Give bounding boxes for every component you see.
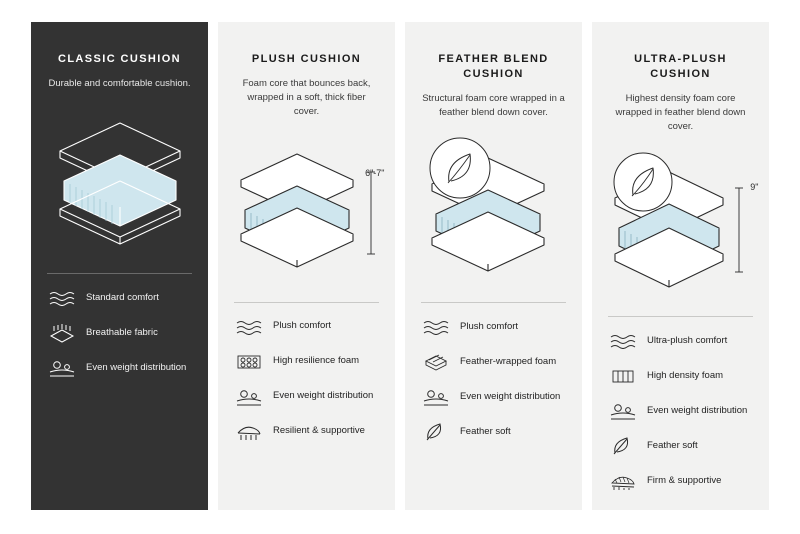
foam-core-layer xyxy=(64,155,176,226)
feature-label: Even weight distribution xyxy=(273,390,374,402)
feature-label: Standard comfort xyxy=(86,291,159,303)
firm-support-icon xyxy=(608,469,638,493)
even-weight-icon xyxy=(234,385,264,409)
feature-label: Breathable fabric xyxy=(86,326,158,338)
feature-label: High resilience foam xyxy=(273,355,360,367)
feather-icon xyxy=(608,434,638,458)
wave-lines-icon xyxy=(47,286,77,310)
cushion-card-feather-blend[interactable] xyxy=(405,22,582,510)
feature-item xyxy=(608,434,753,458)
feature-item xyxy=(608,364,753,388)
card-description: Highest density foam core wrapped in feather blend down cover. xyxy=(615,92,746,133)
measure-bracket xyxy=(367,172,375,254)
card-title: FEATHER BLEND CUSHION xyxy=(438,53,549,80)
feature-label: High density foam xyxy=(647,370,724,382)
even-weight-icon xyxy=(608,399,638,423)
even-weight-icon xyxy=(47,356,77,380)
feature-list xyxy=(608,316,753,493)
feature-item xyxy=(234,385,379,409)
cushion-illustration-feather-blend xyxy=(418,134,570,284)
feature-label: Feather-wrapped foam xyxy=(460,355,557,367)
resilient-support-icon xyxy=(234,420,264,444)
feature-item xyxy=(608,469,753,493)
wave-lines-icon xyxy=(608,329,638,353)
leaf-callout-icon xyxy=(430,138,490,198)
feature-label: Even weight distribution xyxy=(647,405,748,417)
cushion-illustration-plush xyxy=(231,134,383,284)
feature-item xyxy=(47,321,192,345)
wave-lines-icon xyxy=(421,315,451,339)
measure-bracket xyxy=(735,188,743,272)
measure-label: 9" xyxy=(750,182,759,193)
feature-item xyxy=(421,420,566,444)
feature-label: Plush comfort xyxy=(460,320,519,332)
card-description: Foam core that bounces back, wrapped in a soft, thick fiber cover. xyxy=(242,77,371,118)
feature-item xyxy=(421,350,566,374)
feature-label: Firm & supportive xyxy=(647,475,722,487)
feature-label: Even weight distribution xyxy=(86,361,187,373)
feature-label: Feather soft xyxy=(647,440,698,452)
card-title: ULTRA-PLUSH CUSHION xyxy=(634,53,727,80)
feature-list xyxy=(234,302,379,444)
cushion-illustration-ultra-plush xyxy=(605,148,757,298)
high-resilience-foam-icon xyxy=(234,350,264,374)
feature-item xyxy=(234,350,379,374)
feature-list xyxy=(421,302,566,444)
cushion-card-ultra-plush[interactable] xyxy=(592,22,769,510)
feature-item xyxy=(608,329,753,353)
cushion-card-classic[interactable] xyxy=(31,22,208,510)
cushion-card-plush[interactable] xyxy=(218,22,395,510)
feature-label: Feather soft xyxy=(460,425,511,437)
feature-item xyxy=(234,420,379,444)
high-density-foam-icon xyxy=(608,364,638,388)
card-description: Structural foam core wrapped in a feather blend down cover. xyxy=(422,92,565,118)
feature-item xyxy=(47,356,192,380)
feature-item xyxy=(421,385,566,409)
card-description: Durable and comfortable cushion. xyxy=(48,77,191,89)
feature-label: Resilient & supportive xyxy=(273,425,365,437)
feature-list xyxy=(47,273,192,380)
wave-lines-icon xyxy=(234,315,264,339)
feature-label: Ultra-plush comfort xyxy=(647,335,728,347)
feature-item xyxy=(608,399,753,423)
card-title: CLASSIC CUSHION xyxy=(57,53,182,65)
feature-item xyxy=(47,286,192,310)
card-title: PLUSH CUSHION xyxy=(251,53,362,65)
feature-label: Plush comfort xyxy=(273,320,332,332)
feature-label: Even weight distribution xyxy=(460,390,561,402)
even-weight-icon xyxy=(421,385,451,409)
cushion-illustration-classic xyxy=(44,105,196,255)
feather-icon xyxy=(421,420,451,444)
feature-item xyxy=(234,315,379,339)
breathable-fabric-icon xyxy=(47,321,77,345)
measure-label: 6"-7" xyxy=(365,167,385,178)
feature-item xyxy=(421,315,566,339)
leaf-callout-icon xyxy=(614,153,672,211)
feather-wrapped-foam-icon xyxy=(421,350,451,374)
